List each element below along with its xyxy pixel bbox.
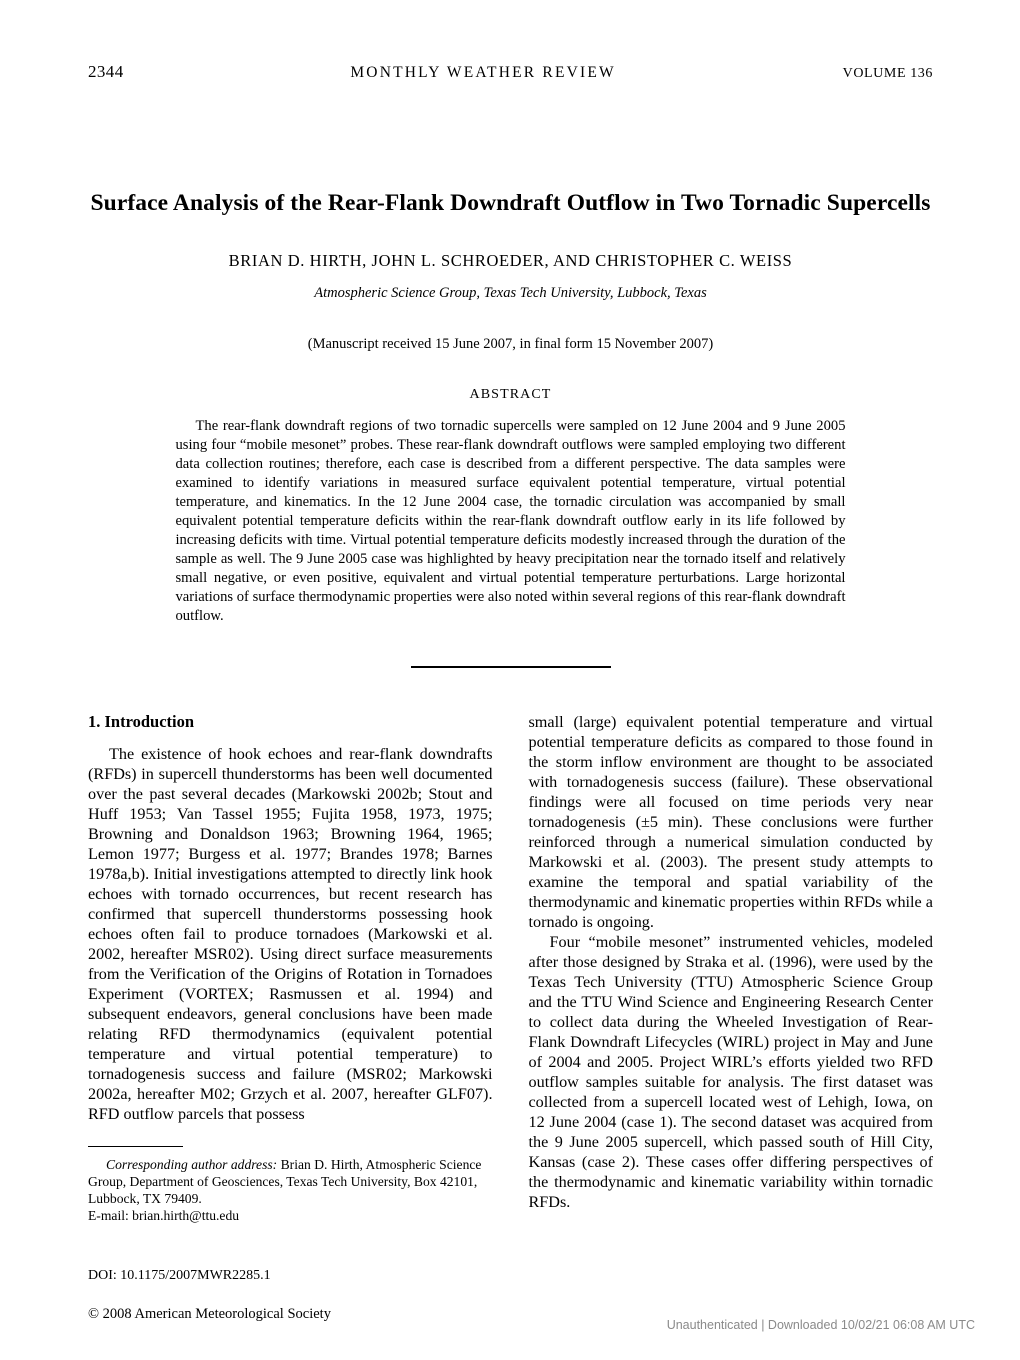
- page-number: 2344: [88, 62, 124, 81]
- right-column: [529, 712, 934, 1225]
- intro-paragraph-right-1: small (large) equivalent potential temperature and virtual potential temperature deficits as compared to those found in the storm inflow environment are thought to be associated with tornadogenesis success (failure). These observational findings were all focused on time periods very near tornadogenesis (±5 min). These conclusions were further reinforced through a numerical simulation conducted by Markowski et al. (2003). The present study attempts to examine the temporal and spatial variability of the thermodynamic and kinematic properties within RFDs while a tornado is ongoing.: [528, 712, 933, 931]
- download-stamp: Unauthenticated | Downloaded 10/02/21 06:08 AM UTC: [666, 1318, 975, 1332]
- author-list: BRIAN D. HIRTH, JOHN L. SCHROEDER, AND CHRISTOPHER C. WEISS: [228, 251, 793, 270]
- page-content: [88, 62, 933, 1224]
- abstract-heading: ABSTRACT: [469, 387, 552, 402]
- journal-name: MONTHLY WEATHER REVIEW: [350, 64, 616, 81]
- article-title: Surface Analysis of the Rear-Flank Downdraft Outflow in Two Tornadic Supercells: [90, 190, 931, 216]
- copyright-line: © 2008 American Meteorological Society: [88, 1306, 331, 1322]
- left-column: [88, 712, 493, 1225]
- author-affiliation: Atmospheric Science Group, Texas Tech University, Lubbock, Texas: [314, 285, 707, 301]
- section-divider-rule: [411, 666, 611, 668]
- intro-paragraph-left: The existence of hook echoes and rear-flank downdrafts (RFDs) in supercell thunderstorms has been well documented over the past several decades (Markowski 2002b; Stout and Huff 1953; Van Tassel 1955; Fujita 1958, 1973, 1975; Browning and Donaldson 1963; Browning 1964, 1965; Lemon 1977; Burgess et al. 1977; Brandes 1978; Barnes 1978a,b). Initial investigations attempted to directly link hook echoes with tornado occurrences, but recent research has confirmed that supercell thunderstorms possessing hook echoes often fail to produce tornadoes (Markowski et al. 2002, hereafter MSR02). Using direct surface measurements from the Verification of the Origins of Rotation in Tornadoes Experiment (VORTEX; Rasmussen et al. 1994) and subsequent endeavors, general conclusions have been made relating RFD thermodynamics (equivalent potential temperature and virtual potential temperature) to tornadogenesis success and failure (MSR02; Markowski 2002a, hereafter M02; Grzych et al. 2007, hereafter GLF07). RFD outflow parcels that possess: [88, 745, 493, 1124]
- intro-paragraph-right-2: Four “mobile mesonet” instrumented vehicles, modeled after those designed by Straka et al. (1996), were used by the Texas Tech University (TTU) Atmospheric Science Group and the TTU Wind Science and Engineering Research Center to collect data during the Wheeled Investigation of Rear-Flank Downdraft Lifecycles (WIRL) project in May and June of 2004 and 2005. Project WIRL’s efforts yielded two RFD outflow samples suitable for analysis. The first dataset was collected from a supercell located west of Lehigh, Iowa, on 12 June 2004 (case 1). The second dataset was acquired from the 9 June 2005 supercell, which passed south of Hill City, Kansas (case 2). These cases offer differing perspectives of the thermodynamic and kinematic variability within tornadic RFDs.: [528, 932, 933, 1211]
- footnote-label: Corresponding author address:: [106, 1157, 278, 1173]
- footnote-text: Brian D. Hirth, Atmospheric Science Group, Department of Geosciences, Texas Tech University, Box 42101, Lubbock, TX 79409.: [88, 1157, 482, 1206]
- abstract-text: The rear-flank downdraft regions of two tornadic supercells were sampled on 12 June 2004 and 9 June 2005 using four “mobile mesonet” probes. These rear-flank downdraft outflows were sampled employing two different data collection routines; therefore, each case is described from a different perspective. The data samples were examined to identify variations in measured surface equivalent potential temperature, virtual potential temperature, and kinematics. In the 12 June 2004 case, the tornadic circulation was accompanied by small equivalent potential temperature deficits within the rear-flank downdraft outflow early in its life followed by increasing deficits with time. Virtual potential temperature deficits modestly increased through the duration of the sample as well. The 9 June 2005 case was highlighted by heavy precipitation near the tornado itself and relatively small negative, or even positive, equivalent and virtual potential temperature perturbations. Large horizontal variations of surface thermodynamic properties were also noted within several regions of this rear-flank downdraft outflow.: [175, 418, 846, 624]
- two-column-body: [88, 712, 933, 1225]
- footnote-email: E-mail: brian.hirth@ttu.edu: [88, 1207, 240, 1223]
- manuscript-dates: (Manuscript received 15 June 2007, in final form 15 November 2007): [307, 336, 714, 352]
- doi-line: DOI: 10.1175/2007MWR2285.1: [88, 1268, 271, 1283]
- section-heading-introduction: 1. Introduction: [88, 711, 195, 731]
- running-head: [88, 62, 933, 82]
- volume-label: VOLUME 136: [842, 66, 933, 81]
- footnote-divider: [88, 1146, 183, 1147]
- corresponding-author-footnote: [88, 1157, 493, 1208]
